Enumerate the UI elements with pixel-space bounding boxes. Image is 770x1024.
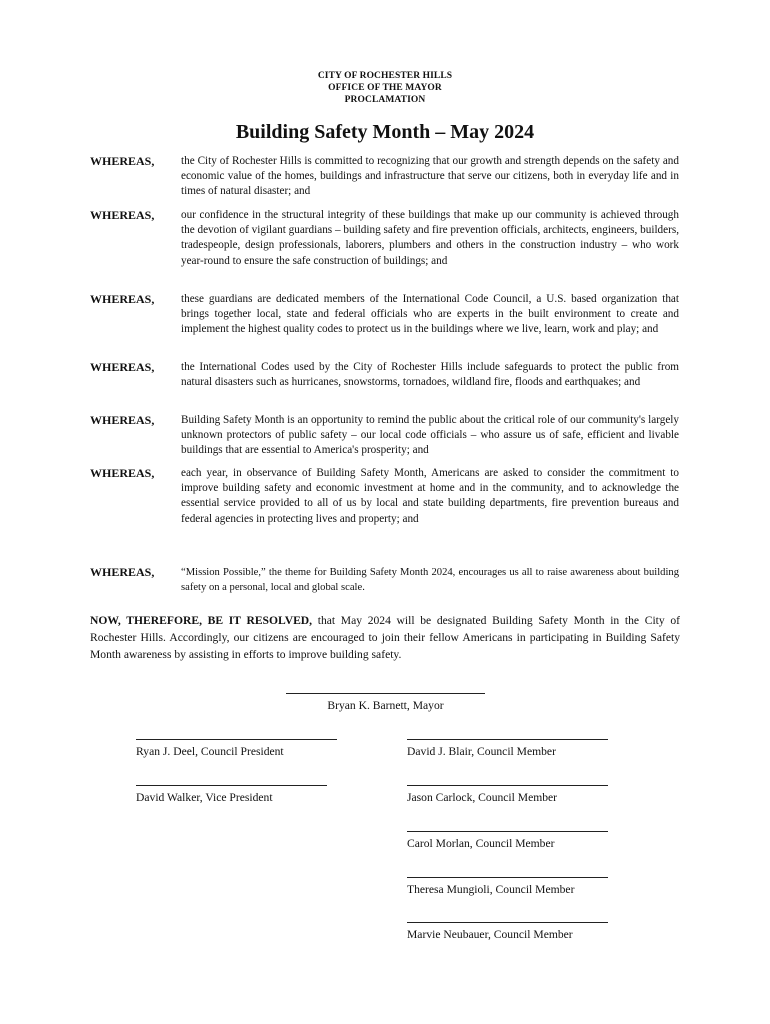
- whereas-text: the International Codes used by the City of Rochester Hills include safeguards to protect the public from natural disasters such as hurricanes, snowstorms, tornadoes, wildland fire, floods and earthquakes; and: [181, 361, 679, 389]
- whereas-label: WHEREAS,: [90, 413, 155, 427]
- resolution-paragraph: [90, 612, 680, 663]
- whereas-text: the City of Rochester Hills is committed to recognizing that our growth and strength depends on the safety and economic value of the homes, buildings and infrastructure that serve our citizens, both in everyday life and in times of natural disaster; and: [181, 155, 679, 198]
- signatory-name: Ryan J. Deel, Council President: [136, 745, 284, 758]
- resolution-lead: NOW, THEREFORE, BE IT RESOLVED,: [90, 614, 313, 627]
- signature-line: [136, 785, 327, 786]
- signature-line: [407, 785, 608, 786]
- whereas-clause: [90, 360, 680, 406]
- page-title: Building Safety Month – May 2024: [235, 121, 535, 143]
- resolution-text: that May 2024 will be designated Building Safety Month in the City of Rochester Hills. Accordingly, our citizens are encouraged to join their fellow Americans in participating in Building Safety Month awareness by assisting in efforts to improve building safety.: [90, 614, 681, 661]
- signatory-name: David J. Blair, Council Member: [407, 745, 556, 758]
- city-name: CITY OF ROCHESTER HILLS: [317, 71, 453, 81]
- whereas-text: each year, in observance of Building Safety Month, Americans are asked to consider the commitment to improve building safety and economic investment at home and in the community, and to acknowledge the essential service provided to all of us by local and state building departments, fire prevention bureaus and federal agencies in protecting lives and property; and: [181, 467, 679, 525]
- signatory-name: David Walker, Vice President: [136, 791, 273, 804]
- vice-president-signature-block: [136, 785, 327, 805]
- signatory-name: Marvie Neubauer, Council Member: [407, 928, 573, 941]
- whereas-text: these guardians are dedicated members of the International Code Council, a U.S. based organization that brings together local, state and federal officials who are experts in the built environment to create and implement the highest quality codes to protect us in the buildings where we live, learn, work and play; and: [181, 293, 679, 336]
- signatory-name: Theresa Mungioli, Council Member: [407, 883, 575, 896]
- council-president-signature-block: [136, 739, 337, 759]
- council-member-signature-block: [407, 922, 608, 942]
- council-member-signature-block: [407, 877, 608, 897]
- mayor-signature-block: [286, 693, 485, 713]
- signature-line: [407, 739, 608, 740]
- signature-line: [407, 831, 608, 832]
- whereas-clause: [90, 565, 680, 597]
- signature-line: [407, 877, 608, 878]
- document-header: [0, 70, 770, 106]
- whereas-clause: [90, 292, 680, 354]
- council-member-signature-block: [407, 739, 608, 759]
- whereas-text: Building Safety Month is an opportunity to remind the public about the critical role of our community's largely unknown protectors of public safety – our local code officials – who assure us of safe, efficient and livable buildings that are essential to America's prosperity; and: [181, 414, 679, 457]
- whereas-label: WHEREAS,: [90, 565, 155, 579]
- whereas-clause: [90, 208, 680, 286]
- signatory-name: Jason Carlock, Council Member: [407, 791, 558, 804]
- whereas-text: our confidence in the structural integrity of these buildings that make up our community is achieved through the devotion of vigilant guardians – building safety and fire prevention officials, architects, engineers, builders, tradespeople, design professionals, laborers, plumbers and others in the construction industry – who work year-round to ensure the safe construction of buildings; and: [181, 209, 679, 267]
- signature-line: [136, 739, 337, 740]
- office-name: OFFICE OF THE MAYOR: [328, 83, 442, 93]
- whereas-label: WHEREAS,: [90, 466, 155, 480]
- signature-line: [407, 922, 608, 923]
- whereas-label: WHEREAS,: [90, 292, 155, 306]
- whereas-clause: [90, 154, 680, 200]
- whereas-label: WHEREAS,: [90, 360, 155, 374]
- whereas-label: WHEREAS,: [90, 154, 155, 168]
- whereas-label: WHEREAS,: [90, 208, 155, 222]
- whereas-text: “Mission Possible,” the theme for Building Safety Month 2024, encourages us all to raise awareness about building safety on a personal, local and global scale.: [181, 567, 679, 593]
- signatory-name: Bryan K. Barnett, Mayor: [327, 699, 444, 712]
- council-member-signature-block: [407, 831, 608, 851]
- whereas-clause: [90, 466, 680, 544]
- whereas-clause: [90, 413, 680, 459]
- document-type: PROCLAMATION: [344, 95, 426, 105]
- signature-line: [286, 693, 485, 694]
- council-member-signature-block: [407, 785, 608, 805]
- signatory-name: Carol Morlan, Council Member: [407, 837, 555, 850]
